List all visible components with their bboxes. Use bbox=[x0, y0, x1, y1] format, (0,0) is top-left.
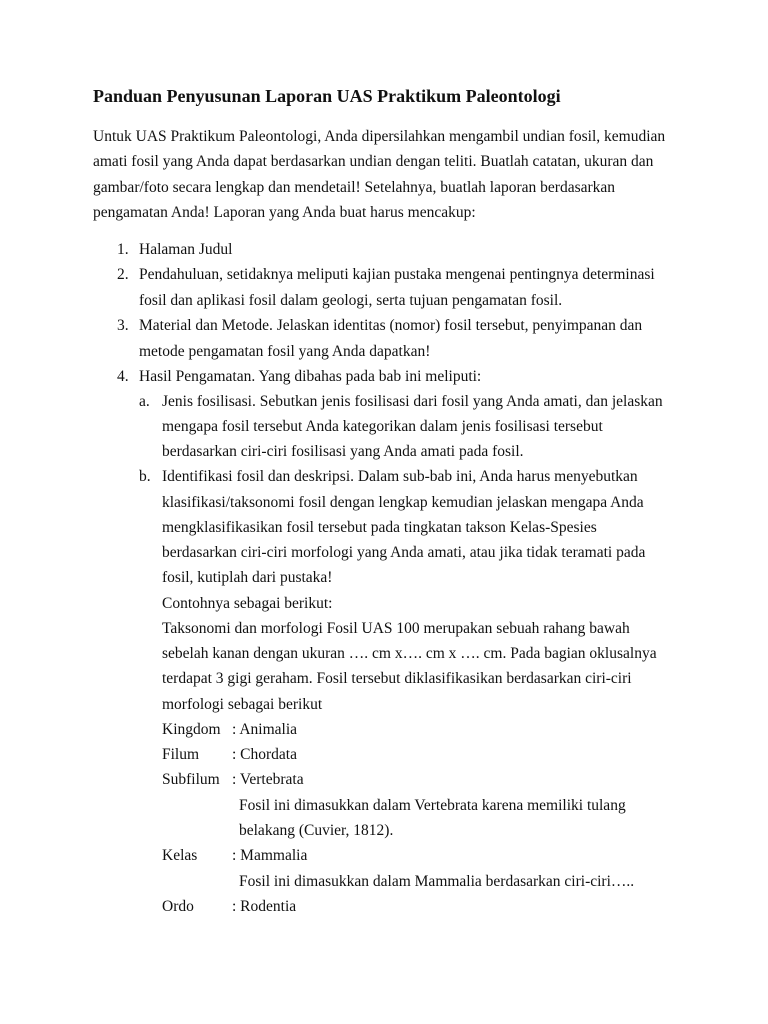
intro-line: pengamatan Anda! Laporan yang Anda buat harus mencakup: bbox=[93, 203, 476, 221]
list-item-line: Material dan Metode. Jelaskan identitas (nomor) fosil tersebut, penyimpanan dan bbox=[139, 317, 643, 334]
sublist-line: sebelah kanan dengan ukuran …. cm x…. cm x …. cm. Pada bagian oklusalnya bbox=[162, 645, 657, 662]
taxon-note: belakang (Cuvier, 1812). bbox=[239, 822, 394, 839]
sublist-line: Contohnya sebagai berikut: bbox=[162, 595, 333, 612]
list-number: 1. bbox=[117, 241, 129, 258]
sublist-line: Taksonomi dan morfologi Fosil UAS 100 merupakan sebuah rahang bawah bbox=[162, 620, 630, 637]
taxon-value: : Rodentia bbox=[232, 898, 297, 915]
intro-paragraph bbox=[93, 124, 693, 225]
taxon-value: : Chordata bbox=[232, 746, 297, 763]
sublist-line: berdasarkan ciri-ciri fosilisasi yang Anda amati pada fosil. bbox=[162, 443, 524, 460]
taxon-rank: Subfilum bbox=[162, 771, 220, 788]
sublist-line: fosil, kutiplah dari pustaka! bbox=[162, 569, 333, 586]
taxon-rank: Ordo bbox=[162, 898, 194, 915]
sublist-line: mengapa fosil tersebut Anda kategorikan dalam jenis fosilisasi tersebut bbox=[162, 418, 603, 435]
intro-line: gambar/foto secara lengkap dan mendetail! Setelahnya, buatlah laporan berdasarkan bbox=[93, 178, 616, 196]
taxon-rank: Kelas bbox=[162, 847, 198, 864]
taxon-value: : Vertebrata bbox=[232, 771, 304, 788]
intro-line: Untuk UAS Praktikum Paleontologi, Anda dipersilahkan mengambil undian fosil, kemudian bbox=[93, 128, 666, 145]
sublist-letter: a. bbox=[139, 393, 150, 410]
list-item-line: Pendahuluan, setidaknya meliputi kajian pustaka mengenai pentingnya determinasi bbox=[139, 266, 655, 283]
sublist-line: terdapat 3 gigi geraham. Fosil tersebut diklasifikasikan berdasarkan ciri-ciri bbox=[162, 670, 632, 687]
list-number: 4. bbox=[117, 368, 129, 385]
intro-line: amati fosil yang Anda dapat berdasarkan undian dengan teliti. Buatlah catatan, ukuran dan bbox=[93, 153, 654, 171]
taxon-note: Fosil ini dimasukkan dalam Vertebrata karena memiliki tulang bbox=[239, 797, 626, 814]
taxon-value: : Animalia bbox=[232, 721, 298, 738]
list-item-line: metode pengamatan fosil yang Anda dapatkan! bbox=[139, 343, 431, 360]
sublist-line: berdasarkan ciri-ciri morfologi yang Anda amati, atau jika tidak teramati pada bbox=[162, 544, 646, 561]
taxon-value: : Mammalia bbox=[232, 847, 308, 864]
sublist-line: Identifikasi fosil dan deskripsi. Dalam sub-bab ini, Anda harus menyebutkan bbox=[162, 468, 638, 485]
taxon-note: Fosil ini dimasukkan dalam Mammalia berdasarkan ciri-ciri….. bbox=[239, 873, 635, 890]
list-item-line: Halaman Judul bbox=[139, 241, 233, 258]
sublist-line: morfologi sebagai berikut bbox=[162, 696, 323, 713]
sublist-line: mengklasifikasikan fosil tersebut pada tingkatan takson Kelas-Spesies bbox=[162, 519, 597, 536]
taxon-rank: Kingdom bbox=[162, 721, 221, 738]
sublist-line: klasifikasi/taksonomi fosil dengan lengkap kemudian jelaskan mengapa Anda bbox=[162, 494, 644, 511]
list-number: 3. bbox=[117, 317, 129, 334]
list-item-line: fosil dan aplikasi fosil dalam geologi, serta tujuan pengamatan fosil. bbox=[139, 292, 563, 309]
page-title: Panduan Penyusunan Laporan UAS Praktikum Paleontologi bbox=[93, 86, 561, 106]
list-item-line: Hasil Pengamatan. Yang dibahas pada bab ini meliputi: bbox=[139, 368, 482, 385]
sublist-letter: b. bbox=[139, 468, 151, 485]
taxon-rank: Filum bbox=[162, 746, 200, 763]
list-number: 2. bbox=[117, 266, 129, 283]
sublist-line: Jenis fosilisasi. Sebutkan jenis fosilisasi dari fosil yang Anda amati, dan jelaskan bbox=[162, 393, 663, 410]
